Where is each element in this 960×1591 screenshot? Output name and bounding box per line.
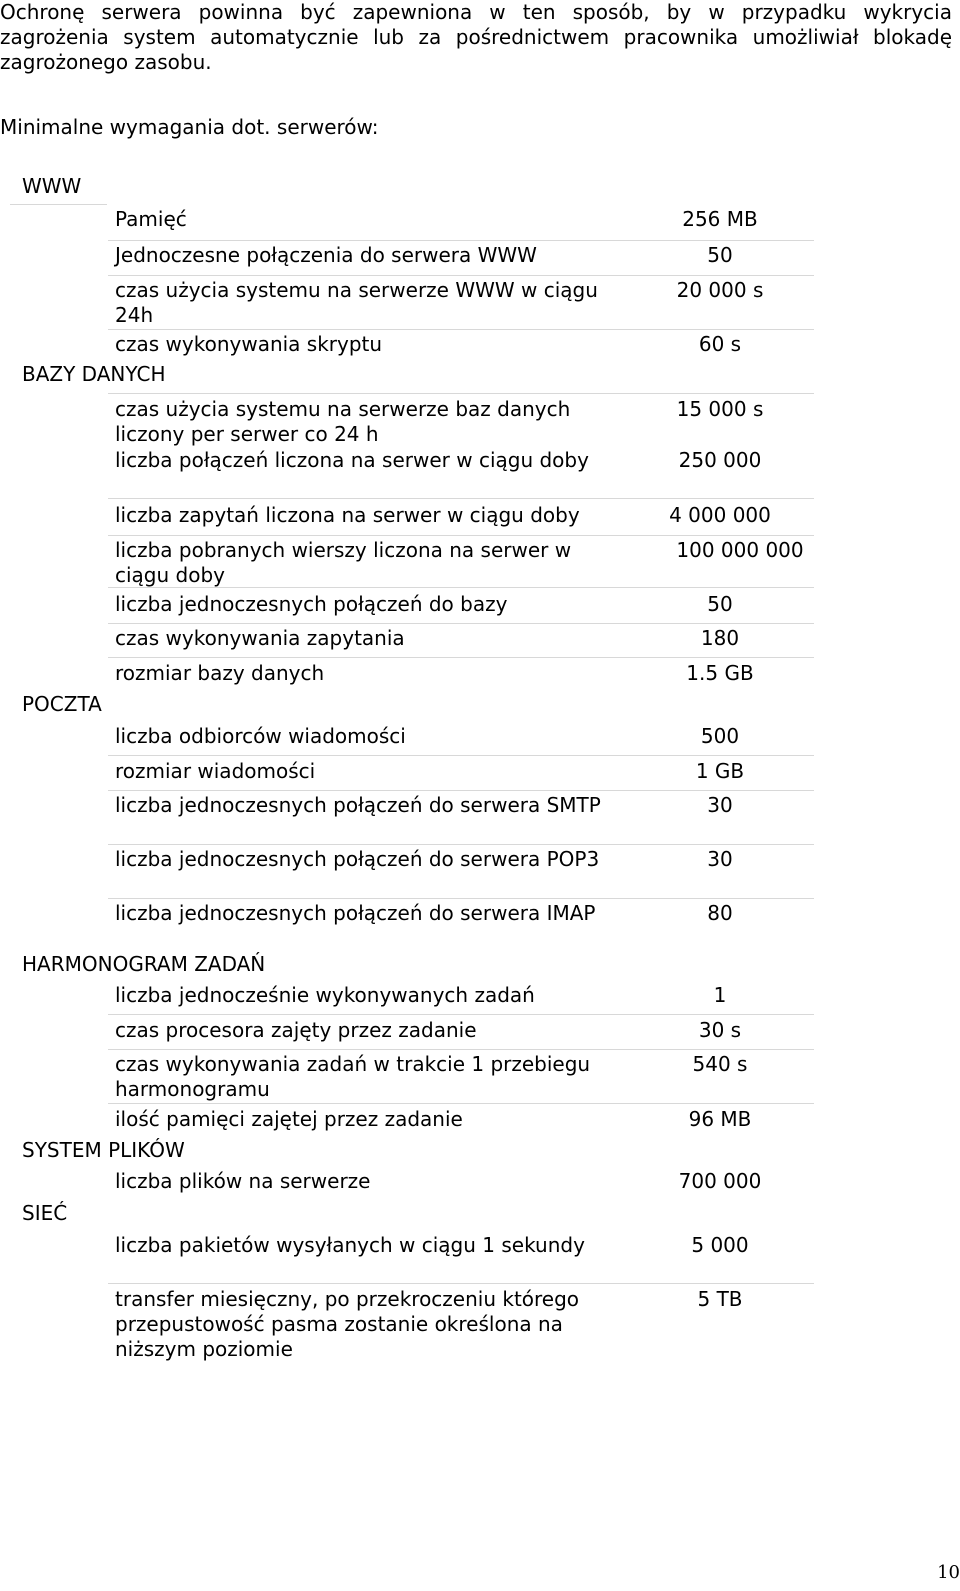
divider [108,623,814,624]
divider [108,535,814,536]
section-bazy-danych: BAZY DANYCH [22,362,166,386]
intro-line-2: zagrożenia system automatycznie lub za pośrednictwem pracownika umożliwiał blokadę [0,25,952,49]
row-value: 700 000 [678,1169,762,1193]
min-requirements-heading: Minimalne wymagania dot. serwerów: [0,115,379,139]
section-www: WWW [22,174,82,198]
row-value: 500 [700,724,740,748]
section-siec: SIEĆ [22,1201,68,1225]
row-value: 5 TB [697,1287,743,1311]
divider [108,1014,814,1015]
divider [108,1283,814,1284]
divider [108,275,814,276]
divider [108,657,814,658]
row-value: 50 [707,243,733,267]
row-value: 180 [700,626,740,650]
divider [108,240,814,241]
row-label: czas wykonywania zapytania [115,626,405,650]
page-number: 10 [937,1562,960,1583]
row-label: liczba jednoczesnych połączeń do serwera POP3 [115,847,600,871]
row-label: liczba połączeń liczona na serwer w ciągu doby [115,448,589,472]
row-value: 30 [707,847,733,871]
row-value: 96 MB [688,1107,752,1131]
divider [108,587,814,588]
intro-line-1: Ochronę serwera powinna być zapewniona w ten sposób, by w przypadku wykrycia [0,0,952,24]
row-label: liczba odbiorców wiadomości [115,724,406,748]
row-label: liczba jednocześnie wykonywanych zadań [115,983,535,1007]
row-label: liczba jednoczesnych połączeń do bazy [115,592,508,616]
divider [108,393,814,394]
row-label: liczba plików na serwerze [115,1169,371,1193]
divider [108,790,814,791]
row-label: czas wykonywania skryptu [115,332,383,356]
row-label: czas procesora zajęty przez zadanie [115,1018,477,1042]
row-value: 100 000 000 [676,538,804,562]
divider [108,498,814,499]
row-value: 1.5 GB [686,661,754,685]
divider [108,755,814,756]
row-value: 256 MB [682,207,758,231]
divider [108,1103,814,1104]
row-label: ilość pamięci zajętej przez zadanie [115,1107,463,1131]
divider [10,204,107,205]
row-label: transfer miesięczny, po przekroczeniu którego przepustowość pasma zostanie określona na niższym poziomie [115,1287,580,1361]
row-value: 20 000 s [676,278,764,302]
row-label: liczba pobranych wierszy liczona na serwer w ciągu doby [115,538,572,587]
row-value: 80 [707,901,733,925]
row-value: 50 [707,592,733,616]
row-value: 1 GB [695,759,745,783]
section-system-plikow: SYSTEM PLIKÓW [22,1138,185,1162]
row-label: czas użycia systemu na serwerze baz danych liczony per serwer co 24 h [115,397,571,446]
section-poczta: POCZTA [22,692,102,716]
row-label: Jednoczesne połączenia do serwera WWW [115,243,537,267]
row-value: 5 000 [691,1233,749,1257]
row-label: liczba jednoczesnych połączeń do serwera SMTP [115,793,601,817]
row-label: czas użycia systemu na serwerze WWW w ciągu 24h [115,278,598,327]
intro-paragraph [0,0,960,75]
row-label: rozmiar bazy danych [115,661,325,685]
row-label: Pamięć [115,207,187,231]
row-value: 250 000 [678,448,762,472]
row-value: 15 000 s [676,397,764,421]
row-label: czas wykonywania zadań w trakcie 1 przebiegu harmonogramu [115,1052,591,1101]
row-label: liczba jednoczesnych połączeń do serwera IMAP [115,901,596,925]
divider [108,844,814,845]
row-value: 60 s [698,332,742,356]
row-value: 4 000 000 [669,503,771,527]
row-label: rozmiar wiadomości [115,759,316,783]
row-value: 30 s [698,1018,742,1042]
row-label: liczba zapytań liczona na serwer w ciągu doby [115,503,580,527]
divider [108,1049,814,1050]
row-value: 30 [707,793,733,817]
row-value: 540 s [692,1052,748,1076]
section-harmonogram: HARMONOGRAM ZADAŃ [22,952,266,976]
intro-line-3: zagrożonego zasobu. [0,50,212,74]
row-value: 1 [713,983,727,1007]
divider [108,898,814,899]
row-label: liczba pakietów wysyłanych w ciągu 1 sekundy [115,1233,585,1257]
divider [108,329,814,330]
